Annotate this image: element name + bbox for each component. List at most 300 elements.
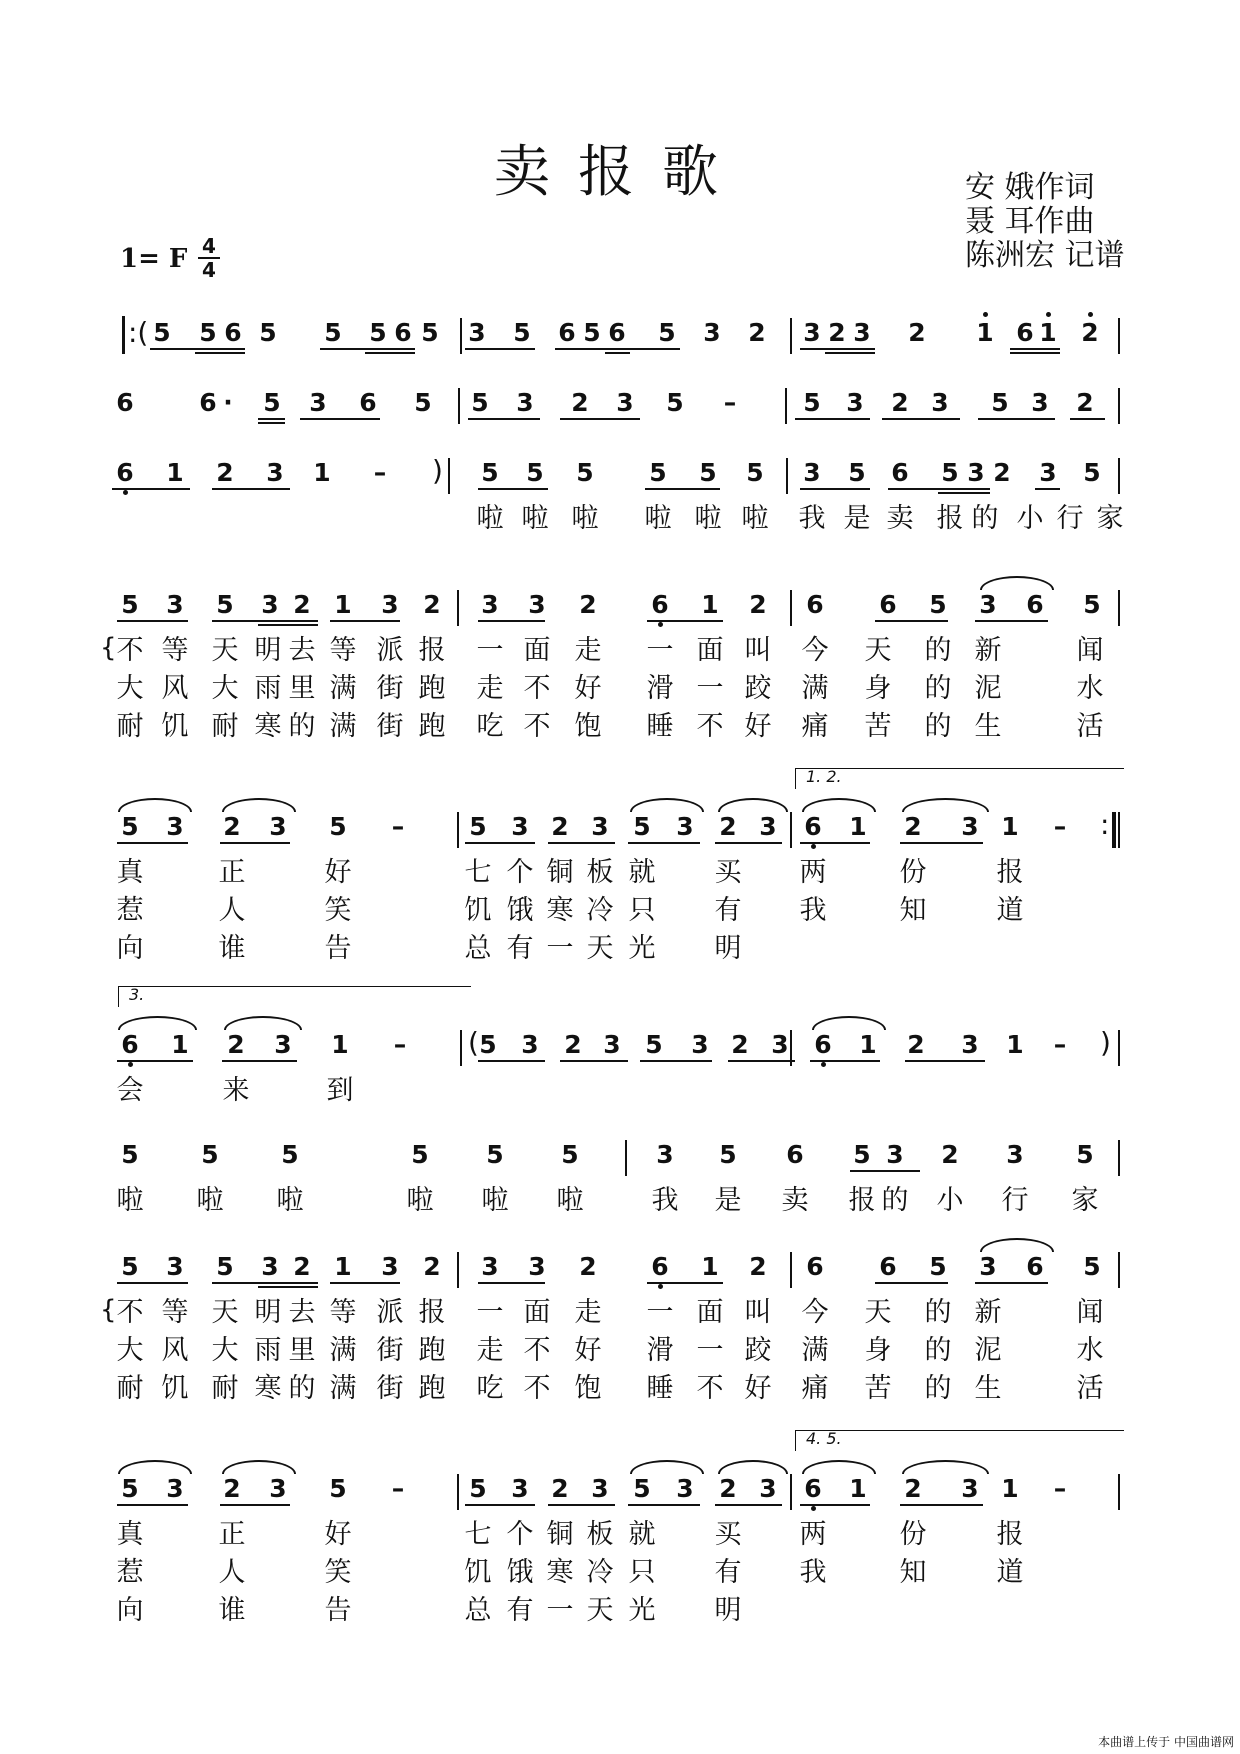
note: 5 [259, 318, 277, 347]
lyric-char: 饥 [161, 711, 189, 742]
lyric-char: 正 [218, 1519, 246, 1550]
underline-beam [212, 620, 318, 622]
lyric-char: 有 [714, 895, 742, 926]
note: – [1053, 1030, 1067, 1059]
note: 3 [886, 1140, 904, 1169]
lyric-char: 卖 [781, 1185, 809, 1216]
lyric-char: 泥 [974, 673, 1002, 704]
repeat-barline [1112, 812, 1116, 848]
barline [448, 458, 450, 494]
lyric-char: 啦 [694, 503, 722, 534]
note: 5 [216, 590, 234, 619]
barline [790, 318, 792, 354]
octave-dot [1088, 312, 1093, 317]
underline-beam [628, 842, 700, 844]
note: 3 [511, 1474, 529, 1503]
lyric-char: 知 [899, 1557, 927, 1588]
lyric-char: 明 [714, 933, 742, 964]
underline-beam [645, 488, 720, 490]
note: 2 [223, 1474, 241, 1503]
lyric-char: 满 [329, 673, 357, 704]
lyric-char: 不 [523, 673, 551, 704]
tie-slur [980, 576, 1054, 590]
lyric-char: 到 [326, 1075, 354, 1106]
footer-watermark: 本曲谱上传于 中国曲谱网 [1098, 1735, 1234, 1749]
lyric-char: 有 [714, 1557, 742, 1588]
underline-beam [800, 348, 875, 350]
lyric-char: 饥 [464, 1557, 492, 1588]
note: 2 [223, 812, 241, 841]
lyric-char: 今 [801, 635, 829, 666]
lyric-char: 身 [864, 1335, 892, 1366]
note: 5 [576, 458, 594, 487]
parenthesis: ) [1100, 1026, 1111, 1059]
lyric-char: 卖 [886, 503, 914, 534]
lyric-char: 等 [161, 1297, 189, 1328]
lyric-char: 的 [924, 635, 952, 666]
octave-dot [128, 1062, 133, 1067]
note: 2 [828, 318, 846, 347]
note: 2 [423, 590, 441, 619]
note: 2 [1076, 388, 1094, 417]
note: 5 [583, 318, 601, 347]
barline [786, 458, 788, 494]
lyric-char: 生 [974, 711, 1002, 742]
lyric-char: 耐 [116, 1373, 144, 1404]
lyric-char: 雨 [254, 1335, 282, 1366]
note: 6 [116, 458, 134, 487]
lyric-char: 报 [996, 1519, 1024, 1550]
note: 3 [931, 388, 949, 417]
lyric-char: 七 [464, 1519, 492, 1550]
underline-beam [117, 620, 188, 622]
note: 3 [1006, 1140, 1024, 1169]
lyric-char: 好 [744, 711, 772, 742]
lyric-char: 等 [161, 635, 189, 666]
tie-slur [802, 1460, 876, 1474]
lyric-char: 风 [161, 1335, 189, 1366]
note: 3 [961, 1474, 979, 1503]
barline [790, 1474, 792, 1510]
underline-beam [810, 1060, 880, 1062]
note: 3 [703, 318, 721, 347]
note: 5 [941, 458, 959, 487]
note: 1 [976, 318, 994, 347]
lyric-char: 里 [288, 673, 316, 704]
note: 1 [171, 1030, 189, 1059]
barline [1118, 812, 1120, 848]
lyric-char: 啦 [276, 1185, 304, 1216]
lyric-char: 寒 [546, 895, 574, 926]
underline-beam [478, 1060, 545, 1062]
time-signature-bottom: 4 [202, 258, 216, 282]
lyric-char: 面 [696, 635, 724, 666]
lyric-char: 等 [329, 635, 357, 666]
note: 5 [666, 388, 684, 417]
note: 5 [658, 318, 676, 347]
lyric-char: 天 [864, 1297, 892, 1328]
note: 6 [199, 388, 217, 417]
note: 2 [904, 812, 922, 841]
lyricist-credit: 安 娥作词 [965, 170, 1095, 205]
note: – [391, 812, 405, 841]
underline-beam [548, 842, 615, 844]
lyric-char: 满 [329, 1335, 357, 1366]
note: 5 [471, 388, 489, 417]
note: 3 [166, 590, 184, 619]
note: – [391, 1474, 405, 1503]
note: 3 [591, 812, 609, 841]
octave-dot [1046, 312, 1051, 317]
note: 6 [806, 590, 824, 619]
barline [460, 318, 462, 354]
note: – [373, 458, 387, 487]
volta-bracket: 1. 2. [795, 768, 1124, 789]
underline-beam [1010, 352, 1060, 354]
note: 5 [324, 318, 342, 347]
underline-beam [195, 352, 245, 354]
note: 5 [121, 812, 139, 841]
note: · [223, 388, 233, 417]
note: 3 [166, 1252, 184, 1281]
tie-slur [222, 1460, 296, 1474]
note: 3 [1031, 388, 1049, 417]
note: 6 [558, 318, 576, 347]
lyric-char: 苦 [864, 1373, 892, 1404]
barline [460, 1030, 462, 1066]
octave-dot [983, 312, 988, 317]
note: – [1053, 1474, 1067, 1503]
note: 1 [859, 1030, 877, 1059]
lyric-char: 好 [574, 673, 602, 704]
lyric-char: 新 [974, 1297, 1002, 1328]
underline-beam [1010, 348, 1060, 350]
lyric-char: 买 [714, 1519, 742, 1550]
lyric-char: 就 [628, 1519, 656, 1550]
lyric-char: 报 [848, 1185, 876, 1216]
note: 3 [656, 1140, 674, 1169]
note: 6 [804, 812, 822, 841]
note: 5 [263, 388, 281, 417]
underline-beam [795, 418, 870, 420]
note: 2 [908, 318, 926, 347]
note: 1 [334, 590, 352, 619]
lyric-char: 闻 [1076, 635, 1104, 666]
lyric-char: 泥 [974, 1335, 1002, 1366]
note: 2 [907, 1030, 925, 1059]
underline-beam [850, 1170, 920, 1172]
underline-beam [728, 1060, 795, 1062]
underline-beam [222, 1060, 297, 1062]
note: 6 [116, 388, 134, 417]
underline-beam [478, 488, 548, 490]
lyric-char: 跑 [418, 711, 446, 742]
transcriber-credit: 陈洲宏 记谱 [965, 238, 1125, 273]
note: 2 [731, 1030, 749, 1059]
lyric-char: 知 [899, 895, 927, 926]
note: 5 [414, 388, 432, 417]
lyric-char: 好 [574, 1335, 602, 1366]
underline-beam [905, 1060, 985, 1062]
note: 6 [608, 318, 626, 347]
lyric-char: 跤 [744, 673, 772, 704]
note: 2 [423, 1252, 441, 1281]
note: 3 [516, 388, 534, 417]
lyric-char: 份 [899, 857, 927, 888]
note: 1 [849, 1474, 867, 1503]
underline-beam [938, 492, 990, 494]
note: 5 [803, 388, 821, 417]
note: 3 [676, 1474, 694, 1503]
underline-beam [628, 1504, 700, 1506]
underline-beam [978, 418, 1055, 420]
underline-beam [715, 1504, 782, 1506]
lyric-char: 饿 [506, 1557, 534, 1588]
lyric-char: 走 [574, 635, 602, 666]
lyric-char: 去 [288, 1297, 316, 1328]
volta-bracket: 4. 5. [795, 1430, 1124, 1451]
note: 5 [486, 1140, 504, 1169]
lyric-char: 行 [1001, 1185, 1029, 1216]
underline-beam [112, 488, 190, 490]
underline-beam [1070, 418, 1105, 420]
lyric-char: 走 [476, 673, 504, 704]
note: 2 [571, 388, 589, 417]
note: 3 [269, 1474, 287, 1503]
note: 3 [274, 1030, 292, 1059]
composer-credit: 聂 耳作曲 [965, 204, 1095, 239]
lyric-char: 雨 [254, 673, 282, 704]
lyric-char: 家 [1071, 1185, 1099, 1216]
underline-beam [1035, 488, 1060, 490]
barline [457, 1474, 459, 1510]
lyric-char: 真 [116, 857, 144, 888]
note: 3 [676, 812, 694, 841]
lyric-char: 的 [924, 711, 952, 742]
note: 3 [691, 1030, 709, 1059]
note: 2 [564, 1030, 582, 1059]
underline-beam [212, 1282, 318, 1284]
lyric-char: 明 [254, 635, 282, 666]
note: 5 [121, 1474, 139, 1503]
lyric-char: 走 [574, 1297, 602, 1328]
lyric-char: 不 [696, 711, 724, 742]
note: 3 [381, 1252, 399, 1281]
lyric-char: 只 [628, 1557, 656, 1588]
lyric-char: 饱 [574, 711, 602, 742]
octave-dot [811, 844, 816, 849]
underline-beam [117, 842, 188, 844]
note: 5 [121, 590, 139, 619]
barline [1118, 458, 1120, 494]
note: 2 [993, 458, 1011, 487]
lyric-char: 不 [523, 1335, 551, 1366]
note: – [723, 388, 737, 417]
note: 6 [879, 590, 897, 619]
lyric-char: 一 [476, 635, 504, 666]
barline [457, 1252, 459, 1288]
note: 5 [201, 1140, 219, 1169]
lyric-char: 闻 [1076, 1297, 1104, 1328]
note: 5 [421, 318, 439, 347]
lyric-char: 寒 [546, 1557, 574, 1588]
underline-beam [117, 1504, 188, 1506]
lyric-char: 是 [843, 503, 871, 534]
lyric-char: 天 [586, 933, 614, 964]
lyric-char: 跑 [418, 1373, 446, 1404]
note: 3 [603, 1030, 621, 1059]
note: 3 [846, 388, 864, 417]
lyric-char: 街 [376, 673, 404, 704]
note: 2 [904, 1474, 922, 1503]
lyric-char: 就 [628, 857, 656, 888]
lyric-char: 我 [651, 1185, 679, 1216]
lyric-brace: { [100, 633, 117, 663]
lyric-char: 光 [628, 1595, 656, 1626]
tie-slur [630, 798, 704, 812]
lyric-char: 个 [506, 857, 534, 888]
note: 5 [121, 1252, 139, 1281]
note: 3 [1039, 458, 1057, 487]
note: 6 [804, 1474, 822, 1503]
note: 6 [879, 1252, 897, 1281]
note: 6 [814, 1030, 832, 1059]
lyric-char: 一 [546, 1595, 574, 1626]
lyric-char: 啦 [116, 1185, 144, 1216]
note: 3 [381, 590, 399, 619]
underline-beam [150, 348, 245, 350]
underline-beam [605, 352, 630, 354]
lyric-char: 一 [476, 1297, 504, 1328]
lyric-char: 吃 [476, 1373, 504, 1404]
lyric-char: 有 [506, 933, 534, 964]
note: 5 [929, 1252, 947, 1281]
note: 3 [961, 1030, 979, 1059]
lyric-char: 走 [476, 1335, 504, 1366]
note: 1 [334, 1252, 352, 1281]
lyric-char: 来 [222, 1075, 250, 1106]
lyric-char: 寒 [254, 711, 282, 742]
lyric-char: 天 [211, 1297, 239, 1328]
note: 5 [369, 318, 387, 347]
note: 3 [961, 812, 979, 841]
barline [790, 812, 792, 848]
note: 5 [513, 318, 531, 347]
note: 5 [1083, 590, 1101, 619]
lyric-char: 道 [996, 1557, 1024, 1588]
note: 2 [719, 1474, 737, 1503]
lyric-char: 面 [523, 1297, 551, 1328]
underline-beam [468, 418, 540, 420]
note: 2 [551, 1474, 569, 1503]
lyric-char: 街 [376, 1335, 404, 1366]
note: 6 [1026, 590, 1044, 619]
note: 3 [269, 812, 287, 841]
lyric-char: 是 [714, 1185, 742, 1216]
tie-slur [118, 1460, 192, 1474]
note: 5 [153, 318, 171, 347]
tie-slur [118, 1016, 197, 1030]
lyric-char: 的 [924, 673, 952, 704]
barline [1118, 388, 1120, 424]
note: 5 [699, 458, 717, 487]
note: 5 [1083, 1252, 1101, 1281]
lyric-char: 滑 [646, 1335, 674, 1366]
lyric-char: 明 [254, 1297, 282, 1328]
note: 5 [469, 1474, 487, 1503]
barline [625, 1140, 627, 1176]
volta-bracket: 3. [118, 986, 471, 1007]
underline-beam [220, 842, 290, 844]
lyric-char: 我 [799, 895, 827, 926]
lyric-char: 耐 [211, 1373, 239, 1404]
note: 6 [651, 1252, 669, 1281]
song-title: 卖报歌 [494, 140, 746, 205]
underline-beam [465, 1504, 535, 1506]
note: 1 [701, 590, 719, 619]
tie-slur [812, 1016, 886, 1030]
underline-beam [560, 418, 640, 420]
lyric-char: 惹 [116, 1557, 144, 1588]
barline [458, 388, 460, 424]
note: 2 [1081, 318, 1099, 347]
underline-beam [975, 620, 1048, 622]
barline [1118, 590, 1120, 626]
underline-beam [825, 352, 875, 354]
lyric-char: 啦 [571, 503, 599, 534]
note: 3 [616, 388, 634, 417]
repeat-barline [122, 316, 125, 354]
lyric-char: 冷 [586, 1557, 614, 1588]
lyric-char: 饿 [506, 895, 534, 926]
lyric-char: 面 [696, 1297, 724, 1328]
lyric-char: 满 [801, 1335, 829, 1366]
tie-slur [802, 798, 876, 812]
note: 2 [227, 1030, 245, 1059]
underline-beam [478, 1282, 545, 1284]
lyric-char: 滑 [646, 673, 674, 704]
underline-beam [900, 842, 983, 844]
tie-slur [222, 798, 296, 812]
lyric-char: 跑 [418, 1335, 446, 1366]
lyric-char: 啦 [644, 503, 672, 534]
note: 2 [579, 1252, 597, 1281]
lyric-char: 向 [116, 933, 144, 964]
lyric-char: 啦 [476, 503, 504, 534]
underline-beam [478, 620, 545, 622]
lyric-char: 我 [798, 503, 826, 534]
lyric-char: 正 [218, 857, 246, 888]
lyric-char: 的 [924, 1297, 952, 1328]
lyric-char: 啦 [741, 503, 769, 534]
tie-slur [224, 1016, 302, 1030]
tie-slur [718, 1460, 788, 1474]
lyric-char: 告 [324, 1595, 352, 1626]
octave-dot [123, 490, 128, 495]
note: 1 [1001, 812, 1019, 841]
lyric-char: 啦 [481, 1185, 509, 1216]
note: 1 [331, 1030, 349, 1059]
lyric-char: 吃 [476, 711, 504, 742]
lyric-char: 街 [376, 1373, 404, 1404]
lyric-char: 面 [523, 635, 551, 666]
lyric-char: 水 [1076, 1335, 1104, 1366]
note: 3 [481, 590, 499, 619]
note: 3 [759, 812, 777, 841]
note: 3 [771, 1030, 789, 1059]
lyric-char: 街 [376, 711, 404, 742]
note: 3 [759, 1474, 777, 1503]
